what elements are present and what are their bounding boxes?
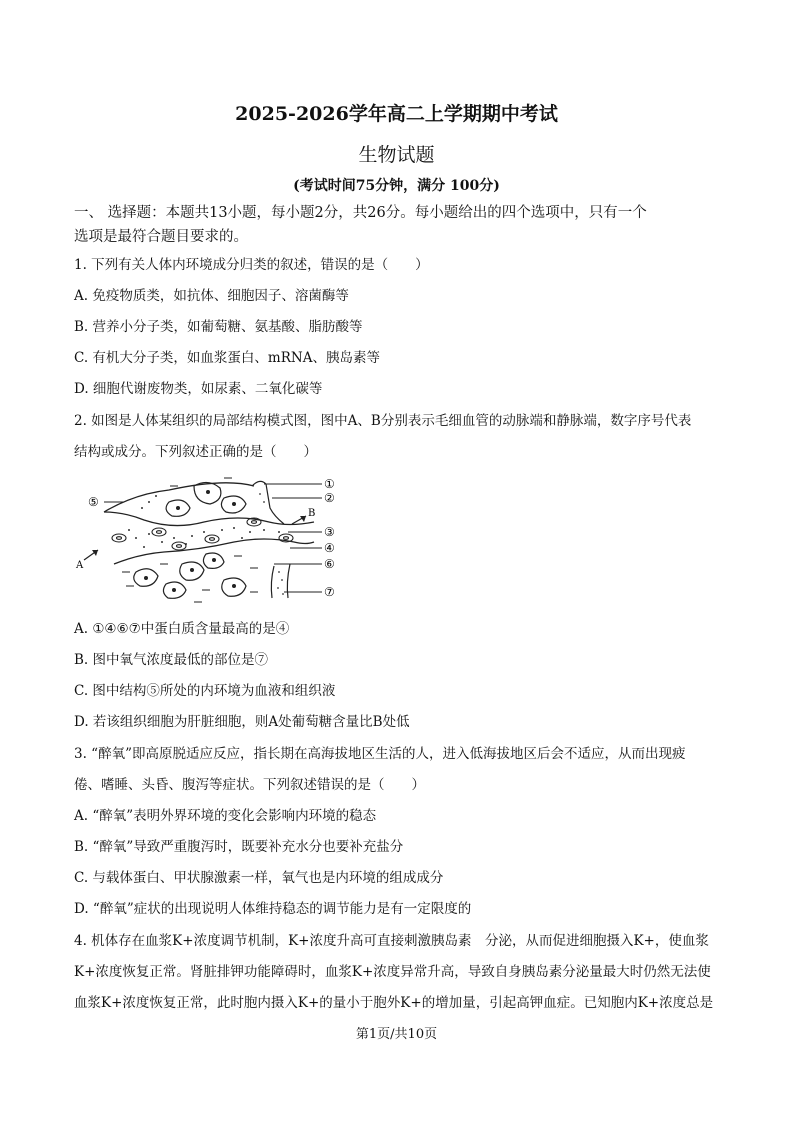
section-instruction-line2: 选项是最符合题目要求的。 [74, 229, 248, 245]
page-footer: 第1页/共10页 [355, 1027, 438, 1042]
label-7: ⑦ [324, 585, 335, 599]
q2-option-a: A. ①④⑥⑦中蛋白质含量最高的是④ [74, 621, 290, 637]
q2-option-b: B. 图中氧气浓度最低的部位是⑦ [74, 652, 269, 668]
q2-option-c: C. 图中结构⑤所处的内环境为血液和组织液 [74, 683, 336, 699]
q1-option-a: A. 免疫物质类，如抗体、细胞因子、溶菌酶等 [74, 288, 349, 304]
q2-option-d: D. 若该组织细胞为肝脏细胞，则A处葡萄糖含量比B处低 [74, 714, 410, 730]
q3-option-b: B. “醉氧”导致严重腹泻时，既要补充水分也要补充盐分 [74, 839, 404, 855]
exam-info: (考试时间75分钟，满分 100分) [293, 178, 500, 194]
q1-option-b: B. 营养小分子类，如葡萄糖、氨基酸、脂肪酸等 [74, 319, 363, 335]
label-4: ④ [324, 541, 335, 555]
subject-title: 生物试题 [358, 144, 435, 166]
q3-option-a: A. “醉氧”表明外界环境的变化会影响内环境的稳态 [74, 808, 377, 824]
q3-stem-line2: 倦、嗜睡、头昏、腹泻等症状。下列叙述错误的是（ ） [74, 777, 425, 793]
q2-stem-line1: 2. 如图是人体某组织的局部结构模式图，图中A、B分别表示毛细血管的动脉端和静脉端，数字序号代表 [74, 413, 692, 429]
q4-line3: 血浆K+浓度恢复正常，此时胞内摄入K+的量小于胞外K+的增加量，引起高钾血症。已知胞内K+浓度总是 [74, 995, 714, 1011]
q1-option-d: D. 细胞代谢废物类，如尿素、二氧化碳等 [74, 381, 323, 397]
exam-title: 2025-2026学年高二上学期期中考试 [235, 103, 558, 125]
q1-option-c: C. 有机大分子类，如血浆蛋白、mRNA、胰岛素等 [74, 350, 380, 366]
label-3: ③ [324, 525, 335, 539]
q3-option-c: C. 与载体蛋白、甲状腺激素一样，氧气也是内环境的组成成分 [74, 870, 444, 886]
label-5: ⑤ [88, 495, 99, 509]
q4-line1: 4. 机体存在血浆K+浓度调节机制，K+浓度升高可直接刺激胰岛素 分泌，从而促进细胞摄入K+，使血浆 [74, 933, 709, 949]
q2-stem-line2: 结构或成分。下列叙述正确的是（ ） [74, 444, 317, 460]
q1-stem: 1. 下列有关人体内环境成分归类的叙述，错误的是（ ） [74, 257, 429, 273]
q3-option-d: D. “醉氧”症状的出现说明人体维持稳态的调节能力是有一定限度的 [74, 901, 472, 917]
tissue-structure-diagram [74, 472, 374, 612]
section-instruction-line1: 一、 选择题：本题共13小题，每小题2分，共26分。每小题给出的四个选项中，只有一个 [74, 205, 647, 221]
label-b: B [308, 508, 316, 519]
label-1: ① [324, 477, 335, 491]
q4-line2: K+浓度恢复正常。肾脏排钾功能障碍时，血浆K+浓度异常升高，导致自身胰岛素分泌量最大时仍然无法使 [74, 964, 711, 980]
label-a: A [76, 560, 84, 571]
q3-stem-line1: 3. “醉氧”即高原脱适应反应，指长期在高海拔地区生活的人，进入低海拔地区后会不适应，从而出现疲 [74, 746, 686, 762]
label-6: ⑥ [324, 557, 335, 571]
label-2: ② [324, 491, 335, 505]
